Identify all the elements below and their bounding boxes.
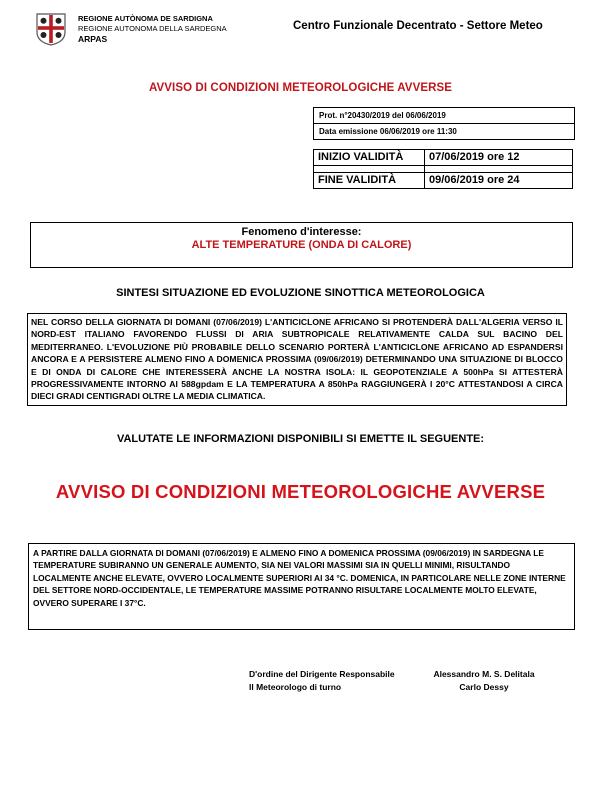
warning-text: A PARTIRE DALLA GIORNATA DI DOMANI (07/06/2019) E ALMENO FINO A DOMENICA PROSSIMA (09/06/2019) IN SARDEGNA LE TEMPERATURE SUBIRANNO UN GENERALE AUMENTO, SIA NEI VALORI MASSIMI SIA IN QUELLI MINIMI, RISULTANDO LOCALMENTE ANCHE ELEVATE, OVVERO LOCALMENTE SUPERIORI AI 34 °C. DOMENICA, IN PARTICOLARE NELLE ZONE INTERNE DEL SETTORE NORD-OCCIDENTALE, LE TEMPERATURE MASSIME POTRANNO RISULTARE LOCALMENTE MOLTO ELEVATE, OVVERO SUPERARE I 37°C. [28, 543, 575, 630]
signature-names [424, 668, 544, 694]
phenomenon-value: ALTE TEMPERATURE (ONDA DI CALORE) [191, 239, 412, 251]
synopsis-heading: SINTESI SITUAZIONE ED EVOLUZIONE SINOTTICA METEOROLOGICA [116, 287, 485, 299]
validity-start-label: INIZIO VALIDITÀ [314, 150, 425, 166]
protocol-box [313, 107, 575, 140]
org-acronym: ARPAS [78, 34, 108, 44]
phenomenon-box [30, 222, 573, 268]
org-name-sardinian: REGIONE AUTÒNOMA DE SARDIGNA [78, 14, 213, 23]
signature-name-director: Alessandro M. S. Delitala [433, 669, 535, 679]
synopsis-text: NEL CORSO DELLA GIORNATA DI DOMANI (07/06/2019) L'ANTICICLONE AFRICANO SI PROTENDERÀ DALL'ALGERIA VERSO IL NORD-EST ITALIANO FAVORENDO FLUSSI DI ARIA SUBTROPICALE RELATIVAMENTE CALDA SUL BACINO DEL MEDITERRANEO. L'EVOLUZIONE PIÙ PROBABILE DELLO SCENARIO PORTERÀ L'ANTICICLONE AFRICANO AD ESPANDERSI ANCORA E A PERSISTERE ALMENO FINO A DOMENICA PROSSIMA (09/06/2019) DETERMINANDO UNA SITUAZIONE DI BLOCCO E DI ONDA DI CALORE CHE INTERESSERÀ ANCHE LA NOSTRA ISOLA: IL GEOPOTENZIALE A 500hPa SI ATTESTERÀ PROGRESSIVAMENTE INTORNO AI 588gpdam E LA TEMPERATURA A 850hPa RAGGIUNGERÀ I 20°C ATTESTANDOSI A CIRCA DIECI GRADI CENTIGRADI OLTRE LA MEDIA CLIMATICA. [27, 313, 567, 406]
validity-start-value: 07/06/2019 ore 12 [425, 150, 573, 166]
evaluation-statement: VALUTATE LE INFORMAZIONI DISPONIBILI SI EMETTE IL SEGUENTE: [116, 433, 485, 445]
signature-role-director: D'ordine del Dirigente Responsabile [249, 669, 395, 679]
centro-funzionale-heading: Centro Funzionale Decentrato - Settore Meteo [293, 20, 543, 32]
regional-coat-of-arms-icon [34, 12, 68, 46]
validity-table [313, 149, 573, 189]
phenomenon-label: Fenomeno d'interesse: [241, 226, 362, 238]
validity-end-label: FINE VALIDITÀ [314, 173, 425, 189]
document-title: AVVISO DI CONDIZIONI METEOROLOGICHE AVVERSE [148, 82, 453, 94]
org-name-italian: REGIONE AUTONOMA DELLA SARDEGNA [78, 24, 227, 33]
signature-name-meteorologist: Carlo Dessy [459, 682, 509, 692]
emission-date: Data emissione 06/06/2019 ore 11:30 [314, 123, 574, 139]
organization-block [78, 14, 227, 44]
signature-role-meteorologist: Il Meteorologo di turno [249, 682, 342, 692]
validity-end-value: 09/06/2019 ore 24 [425, 173, 573, 189]
warning-title: AVVISO DI CONDIZIONI METEOROLOGICHE AVVERSE [55, 481, 546, 502]
protocol-number: Prot. n°20430/2019 del 06/06/2019 [319, 111, 446, 120]
signature-roles [249, 668, 395, 694]
